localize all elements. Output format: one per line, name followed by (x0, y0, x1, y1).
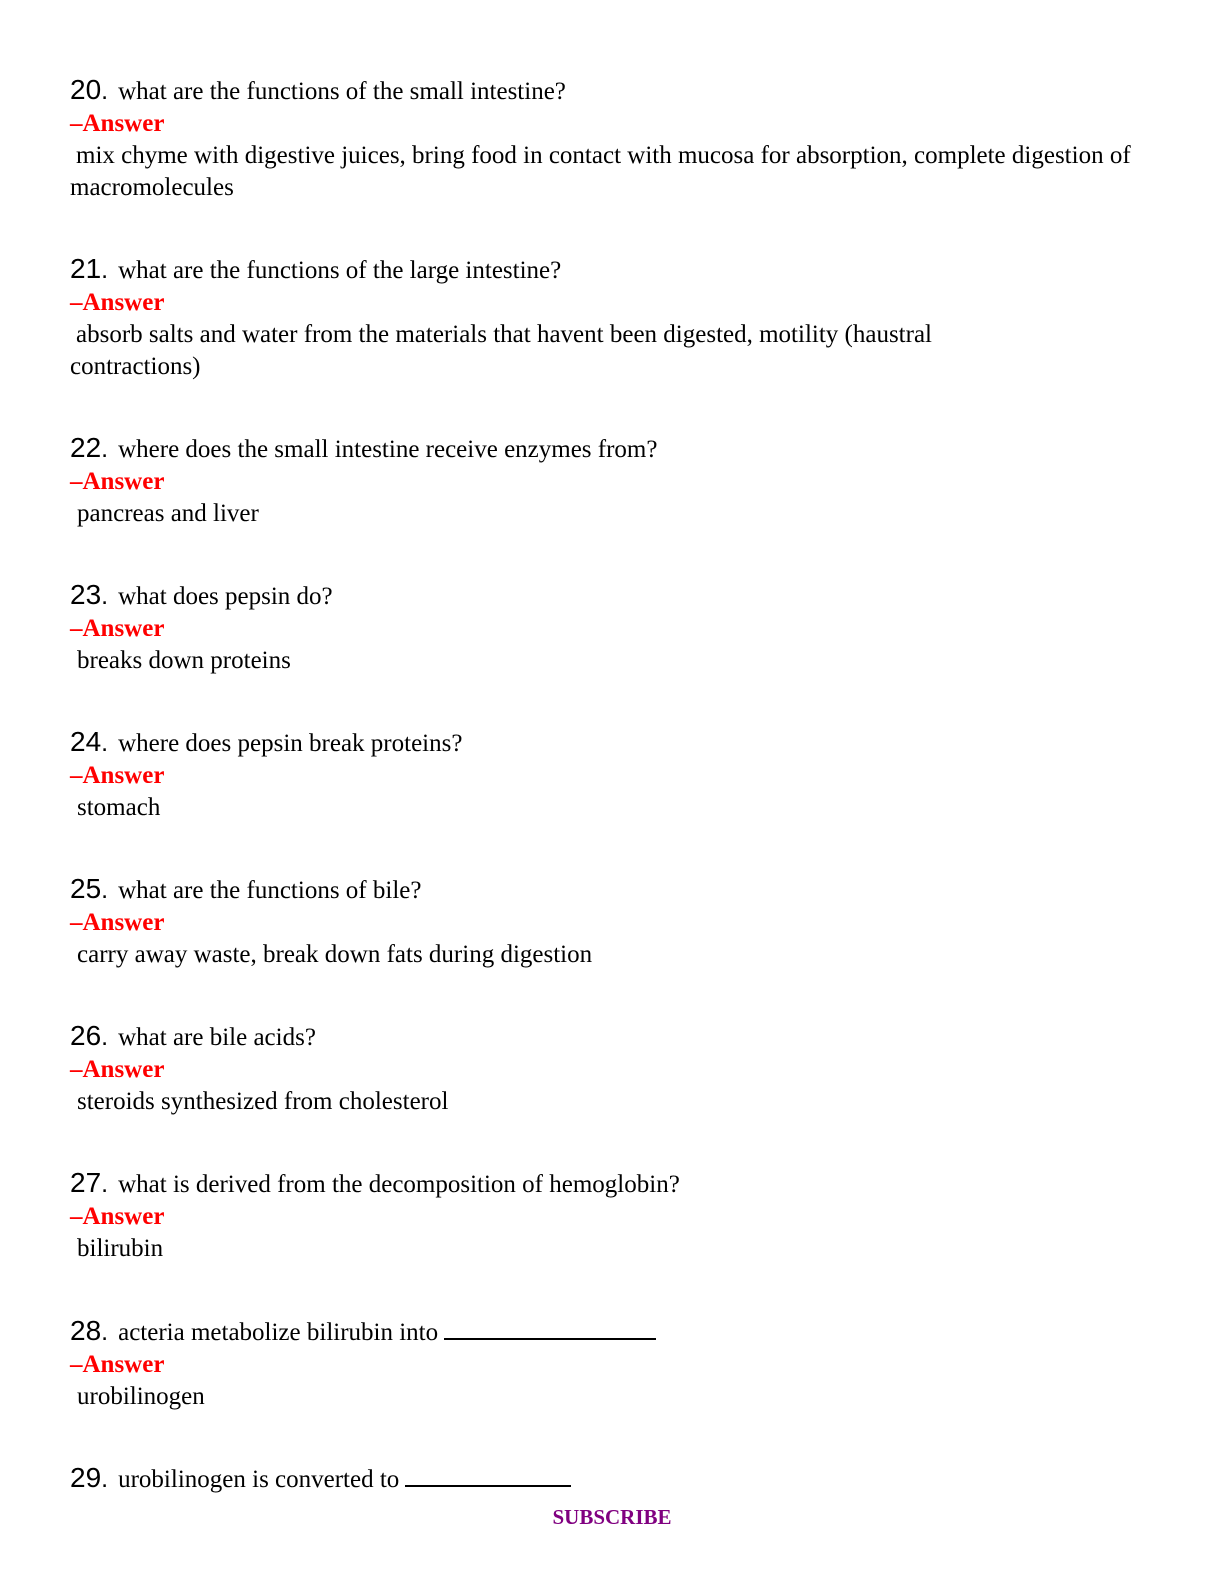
question-text: urobilinogen is converted to (118, 1466, 400, 1493)
question-number-dot: . (101, 1318, 109, 1346)
question-block-20 (70, 74, 1150, 204)
question-block-27 (70, 1167, 1150, 1265)
question-number: 26 (70, 1020, 102, 1051)
question-block-22 (70, 432, 1150, 530)
question-text: what is derived from the decomposition of hemoglobin? (118, 1171, 680, 1198)
fill-in-blank (405, 1461, 571, 1487)
question-line (70, 253, 1150, 287)
answer-text: stomach (77, 794, 161, 821)
answer-text: pancreas and liver (77, 500, 259, 527)
question-block-25 (70, 873, 1150, 971)
question-block-21 (70, 253, 1150, 383)
question-text: acteria metabolize bilirubin into (118, 1319, 439, 1346)
question-number: 24 (70, 726, 102, 757)
question-text: what are the functions of the large intestine? (118, 257, 562, 284)
question-number-dot: . (101, 582, 109, 610)
answer-label: –Answer (70, 1056, 165, 1083)
question-number: 20 (70, 74, 102, 105)
question-text: what are the functions of bile? (118, 877, 422, 904)
answer-label: –Answer (70, 909, 165, 936)
question-number-dot: . (101, 729, 109, 757)
question-number-dot: . (101, 1023, 109, 1051)
question-number: 28 (70, 1315, 102, 1346)
answer-text: absorb salts and water from the materials that havent been digested, motility (haustral contractions) (70, 321, 932, 380)
question-line (70, 579, 1150, 613)
answer-label: –Answer (70, 468, 165, 495)
fill-in-blank (444, 1314, 656, 1340)
question-number-dot: . (101, 256, 109, 284)
question-number: 23 (70, 579, 102, 610)
question-number-dot: . (101, 1465, 109, 1493)
answer-label: –Answer (70, 1351, 165, 1378)
answer-text: mix chyme with digestive juices, bring food in contact with mucosa for absorption, complete digestion of macromolecules (70, 142, 1131, 201)
question-text: what are the functions of the small intestine? (118, 78, 566, 105)
answer-text: carry away waste, break down fats during digestion (77, 941, 593, 968)
answer-text: urobilinogen (77, 1383, 205, 1410)
question-number: 25 (70, 873, 102, 904)
answer-text: breaks down proteins (77, 647, 291, 674)
question-block-23 (70, 579, 1150, 677)
question-line (70, 1020, 1150, 1054)
question-block-24 (70, 726, 1150, 824)
question-number-dot: . (101, 1170, 109, 1198)
question-text: where does pepsin break proteins? (118, 730, 463, 757)
question-text: what are bile acids? (118, 1024, 316, 1051)
question-line (70, 1167, 1150, 1201)
question-block-26 (70, 1020, 1150, 1118)
subscribe-link[interactable]: SUBSCRIBE (552, 1505, 672, 1529)
question-line (70, 74, 1150, 108)
question-line (70, 726, 1150, 760)
question-line (70, 1314, 1150, 1349)
answer-label: –Answer (70, 1203, 165, 1230)
question-number-dot: . (101, 77, 109, 105)
question-number-dot: . (101, 435, 109, 463)
question-number: 21 (70, 253, 102, 284)
question-number: 22 (70, 432, 102, 463)
answer-text: steroids synthesized from cholesterol (77, 1088, 449, 1115)
question-number-dot: . (101, 876, 109, 904)
answer-text: bilirubin (77, 1235, 164, 1262)
answer-label: –Answer (70, 289, 165, 316)
answer-label: –Answer (70, 615, 165, 642)
question-block-28 (70, 1314, 1150, 1413)
answer-label: –Answer (70, 110, 165, 137)
question-number: 29 (70, 1462, 102, 1493)
question-text: where does the small intestine receive enzymes from? (118, 436, 658, 463)
question-block-29 (70, 1461, 1150, 1496)
question-line (70, 432, 1150, 466)
question-number: 27 (70, 1167, 102, 1198)
question-line (70, 1461, 1150, 1496)
question-text: what does pepsin do? (118, 583, 333, 610)
answer-label: –Answer (70, 762, 165, 789)
question-line (70, 873, 1150, 907)
